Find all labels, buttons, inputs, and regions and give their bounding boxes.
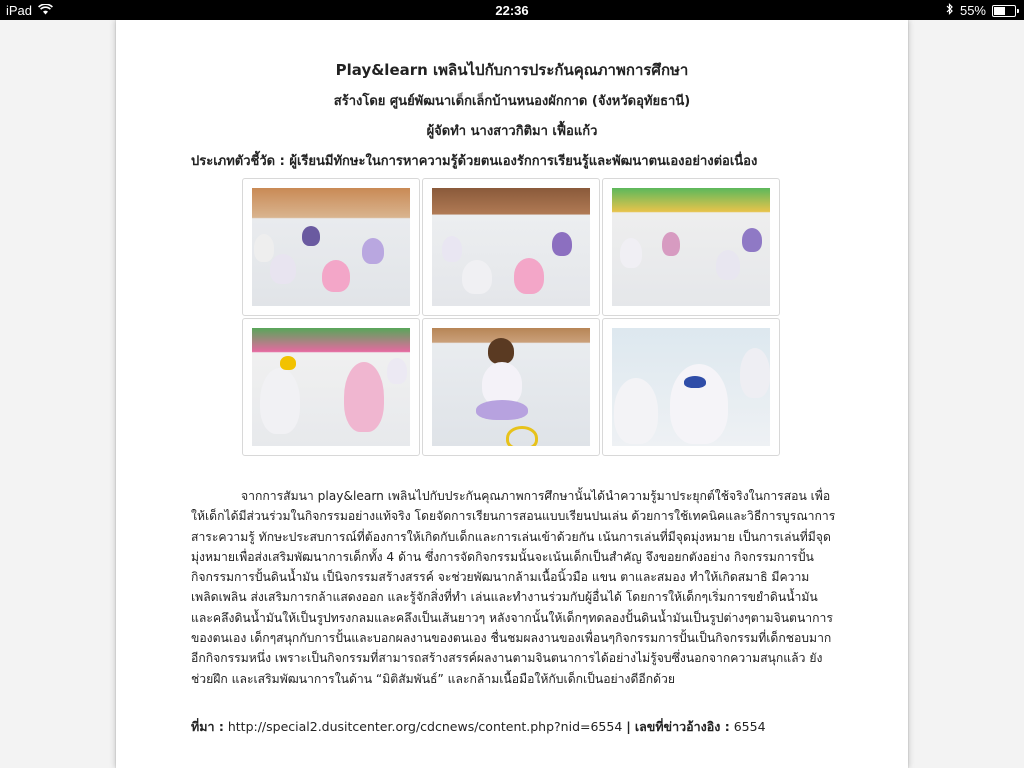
- photo-thumbnail-4[interactable]: [242, 318, 420, 456]
- battery-icon: [992, 5, 1016, 17]
- battery-percent: 55%: [959, 3, 986, 18]
- classroom-photo: [252, 328, 410, 446]
- source-link[interactable]: http://special2.dusitcenter.org/cdcnews/content.php?nid=6554: [227, 719, 623, 734]
- article-author: สร้างโดย ศูนย์พัฒนาเด็กเล็กบ้านหนองผักกาด (จังหวัดอุทัยธานี): [333, 94, 691, 109]
- article-body: [191, 486, 837, 689]
- bluetooth-icon: [946, 3, 954, 18]
- photo-thumbnail-2[interactable]: [422, 178, 600, 316]
- photo-thumbnail-6[interactable]: [602, 318, 780, 456]
- device-label: iPad: [6, 3, 33, 18]
- status-bar: [0, 0, 1024, 20]
- article-page: [116, 20, 908, 768]
- classroom-photo: [612, 328, 770, 446]
- source-line: [191, 717, 766, 737]
- classroom-photo: [612, 188, 770, 306]
- right-margin: [909, 20, 1024, 768]
- source-label: ที่มา :: [191, 719, 224, 734]
- classroom-photo: [432, 328, 590, 446]
- separator: |: [626, 719, 631, 734]
- photo-gallery: [242, 178, 782, 456]
- article-title: Play&learn เพลินไปกับการประกันคุณภาพการศึกษา: [335, 61, 689, 79]
- classroom-photo: [432, 188, 590, 306]
- reference-label: เลขที่ข่าวอ้างอิง :: [634, 719, 730, 734]
- left-margin: [0, 20, 115, 768]
- photo-thumbnail-3[interactable]: [602, 178, 780, 316]
- photo-thumbnail-1[interactable]: [242, 178, 420, 316]
- article-producer: ผู้จัดทำ นางสาวกิติมา เฟื้อแก้ว: [426, 124, 598, 139]
- clock: 22:36: [495, 3, 529, 18]
- body-paragraph: จากการสัมนา play&learn เพลินไปกับประกันคุณภาพการศึกษานั้นได้นำความรู้มาประยุกต์ใช้จริงในการสอน เพื่อให้เด็กได้มีส่วนร่วมในกิจกรรมอย่างแท้จริง โดยจัดการเรียนการสอนแบบเรียนปนเล่น ด้วยการใช้เทคนิคและวิธีการบูรณาการสาระความรู้ ทักษะประสบการณ์ที่ต้องการให้เกิดกับเด็กและการเล่นเข้าด้วยกัน เน้นการเล่นที่มีจุดมุ่งหมาย เป็นการเล่นที่มีจุดมุ่งหมายเพื่อส่งเสริมพัฒนาการเด็กทั้ง 4 ด้าน ซึ่งการจัดกิจกรรมนั้นจะเน้นเด็กเป็นสำคัญ จึงขอยกตังอย่าง กิจกรรมการปั้น กิจกรรมการปั้นดินน้ำมัน เป็นิจกรรมสร้างสรรค์ จะช่วยพัฒนากล้ามเนื้อนิ้วมือ แขน ตาและสมอง ทำให้เกิดสมาธิ มีความเพลิดเพลิน ส่งเสริมการกล้าแสดงออก และรู้จักสิ่งที่ทำ เล่นและทำงานร่วมกับผู้อื่นได้ โดยการให้เด็กๆเริ่มการขยำดินน้ำมัน และคลึงดินน้ำมันให้เป็นรูปทรงกลมและคลึงเป็นเส้นยาวๆ หลังจากนั้นให้เด็กๆทดลองปั้นดินน้ำมันเป็นรูปต่างๆตามจินตนาการของตนเอง เด็กๆสนุกกับการปั้นและบอกผลงานของตนเอง ชื่นชมผลงานของเพื่อนๆกิจกรรมการปั้นเป็นกิจกรรมที่เด็กชอบมากอีกกิจกรรมหนึ่ง เพราะเป็นกิจกรรมที่สามารถสร้างสรรค์ผลงานตามจินตนาการได้อย่างไม่รู้จบซึ่งนอกจากความสนุกแล้ว ยังช่วยฝึก และเสริมพัฒนาการในด้าน “มิติสัมพันธ์” และกล้ามเนื้อมือให้กับเด็กเป็นอย่างดีอีกด้วย: [191, 489, 836, 686]
- classroom-photo: [252, 188, 410, 306]
- photo-thumbnail-5[interactable]: [422, 318, 600, 456]
- indicator-type: ประเภทตัวชี้วัด : ผู้เรียนมีทักษะในการหาความรู้ด้วยตนเองรักการเรียนรู้และพัฒนาตนเองอย่างต่อเนื่อง: [191, 154, 758, 169]
- reference-number: 6554: [733, 719, 766, 734]
